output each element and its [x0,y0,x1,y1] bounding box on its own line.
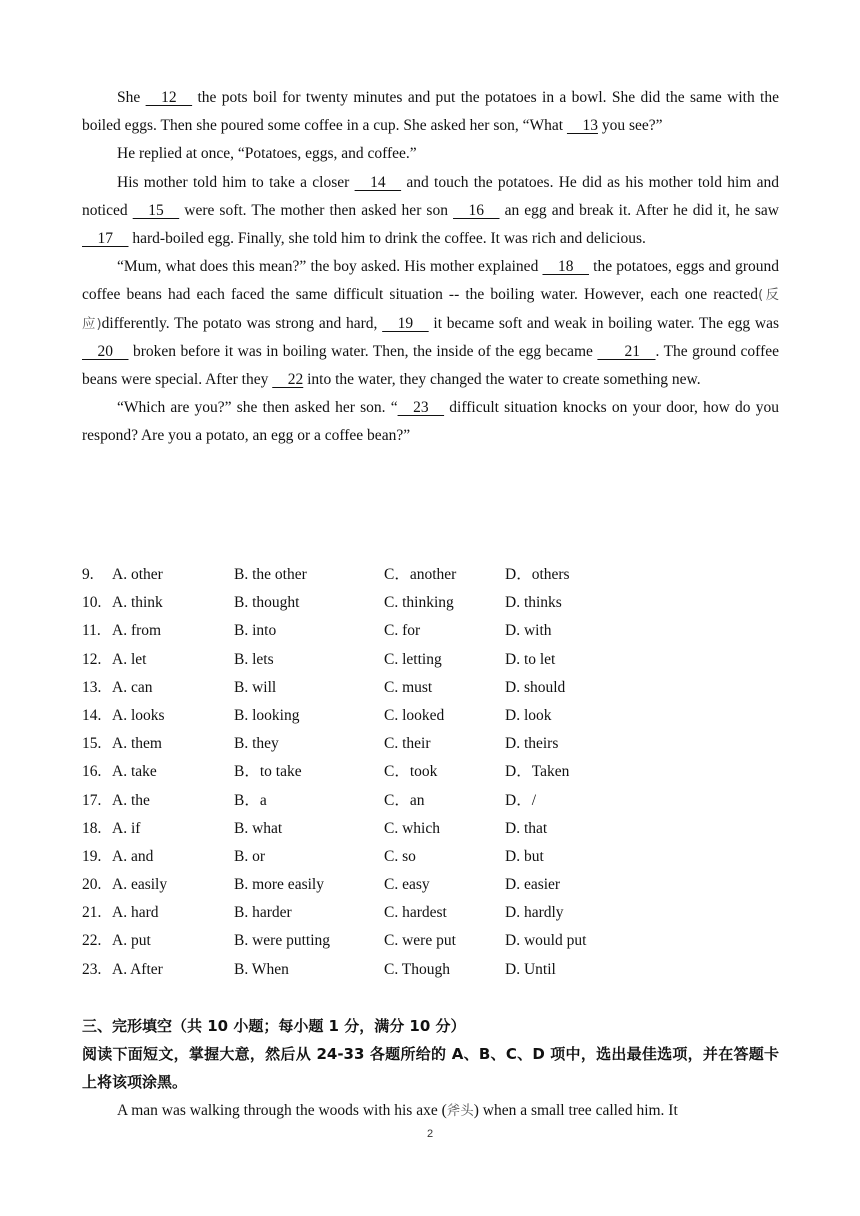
option-d: D．/ [505,791,537,809]
text: broken before it was in boiling water. Then, the inside of the egg became [128,342,598,360]
option-b: B. into [234,622,277,640]
option-b: B. what [234,819,283,837]
option-a: A. them [112,735,162,753]
option-c: C. easy [384,876,430,894]
option-b: B. more easily [234,876,324,894]
option-c: C. looked [384,706,445,724]
option-a: A. let [112,650,147,668]
text: . The ground coffee beans were special. After they [82,342,779,389]
question-number: 21. [82,904,102,922]
blank-16: 16 [453,201,500,219]
blank-18: 18 [542,258,589,276]
option-a: A. After [112,960,163,978]
option-row [82,758,642,786]
text: the pots boil for twenty minutes and put the potatoes in a bowl. She did the same with the boiled eggs. Then she poured some coffee in a cup. She asked her son, “What [82,89,779,135]
option-row [82,899,642,927]
question-number: 13. [82,678,102,696]
text: hard-boiled egg. Finally, she told him to drink the coffee. It was rich and delicious. [128,230,646,248]
option-a: A. put [112,932,151,950]
option-c: C. which [384,819,440,837]
passage [82,84,779,451]
question-number: 20. [82,876,102,894]
paragraph-2: He replied at once, “Potatoes, eggs, and coffee.” [117,145,417,163]
text: differently. The potato was strong and hard, [101,314,383,332]
option-a: A. think [112,594,163,612]
option-c: C. were put [384,932,456,950]
option-row [82,871,642,899]
option-row [82,674,642,702]
option-a: A. the [112,791,150,809]
question-number: 9. [82,566,94,583]
option-row [82,843,642,871]
text: She [117,89,146,106]
option-c: C. letting [384,650,442,668]
option-b: B. will [234,678,277,696]
option-b: B. they [234,735,279,753]
option-a: A. easily [112,876,168,894]
option-d: D. theirs [505,735,559,753]
blank-12: 12 [145,89,193,106]
option-row [82,646,642,674]
text: A man was walking through the woods with his axe ( [117,1101,447,1119]
blank-13: 13 [566,117,598,135]
option-a: A. hard [112,904,159,922]
option-d: D. hardly [505,904,564,922]
option-d: D．Taken [505,763,570,781]
text: it became soft and weak in boiling water. The egg was [428,314,779,332]
option-a: A. and [112,847,154,865]
option-d: D. easier [505,876,561,894]
paragraph-1 [82,84,779,140]
option-a: A. looks [112,706,165,724]
question-number: 11. [82,622,101,640]
question-number: 15. [82,735,102,753]
option-row [82,702,642,730]
blank-14: 14 [354,173,402,191]
option-row [82,730,642,758]
blank-17: 17 [82,230,129,248]
option-row [82,787,642,815]
section-heading: 三、完形填空（共 10 小题；每小题 1 分，满分 10 分） [82,1017,466,1035]
question-number: 23. [82,960,102,978]
option-d: D. but [505,847,544,865]
option-b: B. When [234,960,289,978]
paragraph-4 [82,253,779,394]
question-number: 19. [82,847,102,865]
option-d: D. Until [505,960,556,978]
question-number: 22. [82,932,102,950]
question-number: 12. [82,650,102,668]
question-number: 10. [82,594,102,612]
question-number: 17. [82,791,102,809]
section-instruction: 阅读下面短文，掌握大意，然后从 24-33 各题所给的 A、B、C、D 项中，选出最佳选项，并在答题卡上将该项涂黑。 [82,1045,779,1092]
option-a: A. if [112,819,141,837]
text: “Which are you?” she then asked her son. “ [117,399,398,417]
text: an egg and break it. After he did it, he saw [499,201,779,219]
chinese-gloss: 斧头 [446,1102,474,1119]
option-c: C．an [384,791,425,809]
option-row [82,589,642,617]
blank-15: 15 [132,201,180,219]
option-d: D．others [505,566,570,583]
blank-20: 20 [82,342,129,360]
option-c: C. must [384,678,433,696]
text: the potatoes, eggs and ground coffee beans had each faced the same difficult situation -- the boiling water. However, each one reacted [82,258,779,304]
option-d: D. look [505,706,552,724]
option-c: C. Though [384,960,451,978]
text: you see?” [597,117,663,135]
blank-21: 21 [597,342,656,360]
option-d: D. should [505,678,566,696]
option-c: C. their [384,735,431,753]
option-d: D. thinks [505,594,562,612]
text: ) when a small tree called him. It [473,1101,678,1119]
option-b: B. looking [234,706,300,724]
option-a: A. take [112,763,157,781]
option-c: C. so [384,847,416,865]
blank-22: 22 [272,371,304,389]
paragraph-5 [82,394,779,450]
paragraph-3 [82,169,779,254]
option-c: C．another [384,566,457,583]
option-b: B. harder [234,904,292,922]
text: His mother told him to take a closer [117,173,355,191]
option-b: B．to take [234,763,302,781]
section-paragraph-1 [82,1097,779,1125]
option-row [82,927,642,955]
option-d: D. would put [505,932,587,950]
option-b: B. lets [234,650,274,668]
blank-23: 23 [397,399,445,417]
option-b: B. were putting [234,932,330,950]
question-number: 16. [82,763,102,781]
option-c: C．took [384,763,438,781]
chinese-gloss: (反应) [82,287,779,332]
question-number: 14. [82,706,102,724]
text: were soft. The mother then asked her son [179,201,454,219]
option-d: D. with [505,622,552,640]
option-row [82,561,642,589]
text: and touch the potatoes. He did as his mother told him and noticed [82,173,779,219]
option-row [82,815,642,843]
option-b: B. thought [234,594,300,612]
text: into the water, they changed the water to create something new. [303,371,701,389]
option-b: B．a [234,791,267,809]
blank-19: 19 [382,314,429,332]
option-a: A. can [112,678,153,696]
option-c: C. hardest [384,904,447,922]
answer-options [82,561,642,984]
page-number: 2 [426,1128,434,1140]
text: “Mum, what does this mean?” the boy asked. His mother explained [117,258,543,276]
option-d: D. that [505,819,548,837]
option-a: A. from [112,622,162,640]
option-c: C. thinking [384,594,454,612]
option-row [82,617,642,645]
option-b: B. the other [234,566,307,583]
option-a: A. other [112,566,163,583]
option-b: B. or [234,847,265,865]
section-3 [82,1012,779,1125]
option-c: C. for [384,622,421,640]
option-row [82,956,642,984]
option-d: D. to let [505,650,556,668]
question-number: 18. [82,819,102,837]
text: difficult situation knocks on your door, how do you respond? Are you a potato, an egg or a coffee bean?” [82,399,779,445]
